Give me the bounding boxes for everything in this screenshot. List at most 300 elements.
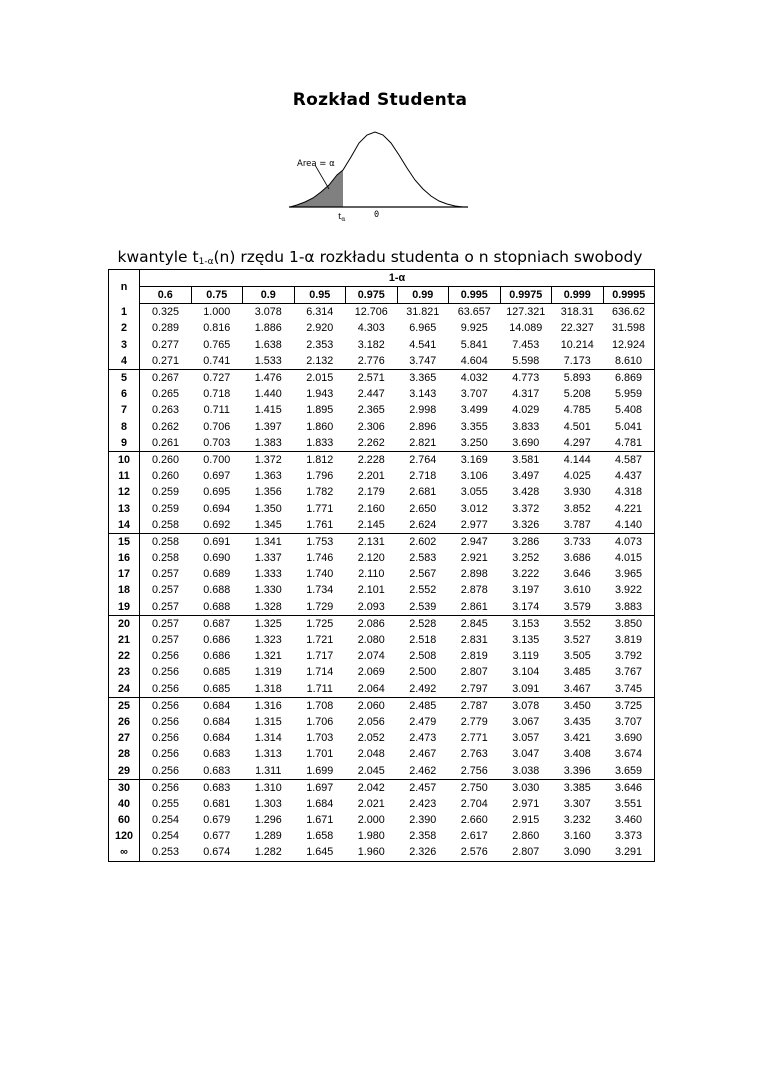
quantile-value-cell: 1.729 — [306, 600, 334, 613]
quantile-value-cell: 2.819 — [460, 650, 488, 663]
quantile-value-cell: 0.256 — [151, 748, 180, 761]
table-row — [109, 796, 655, 812]
quantile-value-cell: 3.090 — [563, 846, 591, 859]
quantile-value-cell: 4.501 — [563, 420, 591, 433]
quantile-value-cell: 0.263 — [151, 404, 180, 417]
quantile-value-cell: 3.819 — [614, 634, 643, 647]
quantile-value-cell: 3.250 — [460, 436, 488, 449]
quantile-value-cell: 3.106 — [460, 470, 488, 483]
degrees-of-freedom-cell: 3 — [109, 337, 140, 353]
quantile-value-cell: 636.62 — [611, 306, 646, 319]
table-row — [109, 762, 655, 779]
quantile-value-cell: 3.030 — [500, 779, 552, 796]
quantile-value-cell: 0.691 — [191, 533, 243, 550]
quantile-value-cell: 1.725 — [294, 615, 346, 632]
quantile-value-cell: 0.684 — [203, 732, 231, 745]
quantile-value-cell: 0.257 — [151, 634, 180, 647]
quantile-value-cell: 0.690 — [203, 552, 231, 565]
degrees-of-freedom-cell: 24 — [109, 681, 140, 698]
degrees-of-freedom-cell: 16 — [109, 550, 140, 566]
quantile-value-cell: 4.317 — [512, 388, 540, 401]
quantile-value-cell: 0.258 — [151, 518, 180, 531]
quantile-value-cell: 1.701 — [306, 748, 334, 761]
quantile-value-cell: 0.700 — [191, 451, 243, 468]
quantile-value-cell: 1.372 — [243, 451, 295, 468]
quantile-value-cell: 1.397 — [254, 420, 282, 433]
table-row — [109, 681, 655, 698]
column-header: 0.75 — [191, 287, 243, 304]
quantile-value-cell: 127.321 — [506, 306, 546, 319]
quantile-value-cell: 3.551 — [614, 797, 643, 810]
degrees-of-freedom-cell: 21 — [109, 632, 140, 648]
quantile-value-cell: 1.328 — [254, 600, 282, 613]
quantile-value-cell: 3.690 — [512, 436, 540, 449]
quantile-value-cell: 1.886 — [254, 322, 282, 335]
quantile-value-cell: 2.860 — [512, 830, 540, 843]
quantile-value-cell: 0.684 — [191, 697, 243, 714]
quantile-value-cell: 1.000 — [203, 306, 231, 319]
quantile-value-cell: 3.460 — [614, 814, 643, 827]
quantile-value-cell: 2.353 — [306, 338, 334, 351]
degrees-of-freedom-cell: ∞ — [109, 844, 140, 861]
quantile-value-cell: 3.307 — [563, 797, 591, 810]
quantile-value-cell: 2.485 — [397, 697, 449, 714]
table-row — [109, 468, 655, 484]
quantile-value-cell: 3.104 — [512, 666, 540, 679]
quantile-value-cell: 1.440 — [254, 388, 282, 401]
degrees-of-freedom-cell: 120 — [109, 828, 140, 844]
quantile-table-wrapper — [108, 269, 655, 862]
quantile-value-cell: 4.318 — [614, 486, 643, 499]
quantile-value-cell: 2.110 — [358, 568, 385, 581]
quantile-value-cell: 8.610 — [614, 354, 643, 367]
quantile-value-cell: 4.303 — [357, 322, 385, 335]
column-header: 0.9 — [243, 287, 295, 304]
degrees-of-freedom-cell: 23 — [109, 664, 140, 680]
t-alpha-label: $t_\alpha$ — [338, 212, 346, 223]
quantile-value-cell: 0.706 — [203, 420, 231, 433]
page-title: Rozkład Studenta — [292, 90, 468, 110]
quantile-value-cell: 2.056 — [357, 715, 385, 728]
degrees-of-freedom-cell: 19 — [109, 599, 140, 616]
quantile-value-cell: 1.833 — [306, 436, 334, 449]
quantile-value-cell: 0.683 — [203, 748, 231, 761]
quantile-value-cell: 3.055 — [460, 486, 488, 499]
quantile-value-cell: 0.677 — [203, 830, 231, 843]
quantile-value-cell: 5.893 — [552, 369, 604, 386]
quantile-value-cell: 3.326 — [512, 518, 540, 531]
quantile-value-cell: 2.160 — [357, 502, 385, 515]
quantile-value-cell: 3.833 — [512, 420, 540, 433]
degrees-of-freedom-cell: 18 — [109, 582, 140, 598]
quantile-value-cell: 63.657 — [457, 306, 491, 319]
degrees-of-freedom-cell: 17 — [109, 566, 140, 582]
quantile-value-cell: 0.256 — [151, 732, 180, 745]
quantile-value-cell: 4.781 — [614, 436, 643, 449]
quantile-value-cell: 0.679 — [203, 814, 231, 827]
quantile-value-cell: 2.365 — [357, 404, 385, 417]
quantile-value-cell: 14.089 — [509, 322, 543, 335]
quantile-value-cell: 2.462 — [409, 764, 437, 777]
quantile-value-cell: 2.602 — [397, 533, 449, 550]
quantile-value-cell: 2.571 — [346, 369, 398, 386]
area-label: Area = α — [297, 159, 335, 169]
quantile-value-cell: 1.415 — [254, 404, 282, 417]
quantile-value-cell: 1.960 — [357, 846, 385, 859]
quantile-value-cell: 0.256 — [140, 697, 192, 714]
quantile-value-cell: 3.038 — [512, 764, 540, 777]
degrees-of-freedom-cell: 13 — [109, 500, 140, 516]
quantile-value-cell: 1.323 — [254, 634, 282, 647]
quantile-value-cell: 0.718 — [203, 388, 231, 401]
quantile-value-cell: 4.015 — [614, 552, 643, 565]
quantile-value-cell: 3.852 — [563, 502, 591, 515]
quantile-value-cell: 0.686 — [203, 650, 231, 663]
quantile-value-cell: 3.385 — [552, 779, 604, 796]
quantile-value-cell: 0.681 — [203, 797, 231, 810]
table-row — [109, 566, 655, 582]
quantile-value-cell: 6.314 — [306, 306, 334, 319]
quantile-value-cell: 0.257 — [151, 568, 180, 581]
quantile-value-cell: 0.262 — [151, 420, 180, 433]
quantile-value-cell: 2.000 — [357, 814, 385, 827]
quantile-value-cell: 3.169 — [449, 451, 501, 468]
quantile-value-cell: 0.261 — [151, 436, 180, 449]
quantile-value-cell: 1.310 — [243, 779, 295, 796]
quantile-value-cell: 0.689 — [203, 568, 231, 581]
quantile-value-cell: 3.733 — [552, 533, 604, 550]
quantile-value-cell: 22.327 — [560, 322, 594, 335]
quantile-value-cell: 0.256 — [151, 764, 180, 777]
quantile-value-cell: 1.699 — [306, 764, 334, 777]
quantile-value-cell: 3.930 — [563, 486, 591, 499]
quantile-value-cell: 3.355 — [460, 420, 488, 433]
quantile-value-cell: 4.587 — [603, 451, 655, 468]
quantile-value-cell: 3.767 — [614, 666, 643, 679]
quantile-value-cell: 3.850 — [603, 615, 655, 632]
quantile-value-cell: 3.787 — [563, 518, 591, 531]
quantile-value-cell: 4.297 — [563, 436, 591, 449]
quantile-value-cell: 4.785 — [563, 404, 591, 417]
table-row — [109, 419, 655, 435]
quantile-value-cell: 1.740 — [306, 568, 334, 581]
density-curve — [290, 132, 463, 207]
quantile-value-cell: 1.711 — [306, 682, 333, 695]
quantile-value-cell: 3.646 — [603, 779, 655, 796]
degrees-of-freedom-cell: 5 — [109, 369, 140, 386]
n-header: n — [109, 270, 140, 304]
quantile-value-cell: 5.841 — [460, 338, 488, 351]
quantile-value-cell: 1.771 — [306, 502, 334, 515]
quantile-value-cell: 3.047 — [512, 748, 540, 761]
quantile-value-cell: 2.467 — [409, 748, 437, 761]
table-row — [109, 435, 655, 452]
quantile-value-cell: 3.067 — [512, 715, 540, 728]
quantile-value-cell: 12.706 — [354, 306, 388, 319]
quantile-value-cell: 1.638 — [254, 338, 282, 351]
quantile-value-cell: 2.763 — [460, 748, 488, 761]
quantile-value-cell: 3.435 — [563, 715, 591, 728]
quantile-value-cell: 0.683 — [191, 779, 243, 796]
quantile-value-cell: 1.282 — [254, 846, 282, 859]
quantile-value-cell: 0.765 — [203, 338, 231, 351]
quantile-value-cell: 1.321 — [254, 650, 282, 663]
quantile-value-cell: 2.771 — [460, 732, 488, 745]
quantile-value-cell: 3.527 — [563, 634, 591, 647]
quantile-value-cell: 0.685 — [203, 682, 231, 695]
quantile-value-cell: 2.947 — [449, 533, 501, 550]
quantile-value-cell: 3.291 — [614, 846, 643, 859]
table-row — [109, 664, 655, 680]
quantile-value-cell: 2.021 — [357, 797, 385, 810]
degrees-of-freedom-cell: 30 — [109, 779, 140, 796]
quantile-value-cell: 2.528 — [397, 615, 449, 632]
quantile-value-cell: 3.135 — [512, 634, 540, 647]
quantile-value-cell: 0.703 — [203, 436, 231, 449]
quantile-value-cell: 4.144 — [552, 451, 604, 468]
quantile-value-cell: 0.816 — [203, 322, 231, 335]
quantile-value-cell: 0.254 — [151, 830, 180, 843]
quantile-value-cell: 1.706 — [306, 715, 334, 728]
quantile-value-cell: 2.132 — [306, 354, 334, 367]
quantile-value-cell: 0.254 — [151, 814, 180, 827]
quantile-value-cell: 0.257 — [151, 600, 180, 613]
quantile-value-cell: 4.541 — [409, 338, 437, 351]
quantile-value-cell: 2.776 — [357, 354, 385, 367]
quantile-value-cell: 4.221 — [614, 502, 643, 515]
quantile-value-cell: 0.711 — [203, 404, 230, 417]
quantile-value-cell: 2.898 — [460, 568, 488, 581]
column-header: 0.99 — [397, 287, 449, 304]
degrees-of-freedom-cell: 2 — [109, 320, 140, 336]
shaded-tail-area — [290, 170, 343, 207]
table-row — [109, 779, 655, 796]
quantile-value-cell: 1.812 — [294, 451, 346, 468]
quantile-value-cell: 1.708 — [294, 697, 346, 714]
quantile-value-cell: 2.704 — [460, 797, 488, 810]
quantile-value-cell: 0.255 — [151, 797, 180, 810]
quantile-value-cell: 0.685 — [203, 666, 231, 679]
quantile-value-cell: 3.552 — [552, 615, 604, 632]
quantile-value-cell: 12.924 — [611, 338, 646, 351]
quantile-value-cell: 2.539 — [409, 600, 437, 613]
quantile-value-cell: 2.845 — [449, 615, 501, 632]
quantile-value-cell: 3.372 — [512, 502, 540, 515]
quantile-value-cell: 5.959 — [614, 388, 643, 401]
column-header: 0.95 — [294, 287, 346, 304]
quantile-value-cell: 0.257 — [151, 584, 180, 597]
quantile-value-cell: 1.315 — [254, 715, 282, 728]
degrees-of-freedom-cell: 11 — [109, 468, 140, 484]
quantile-value-cell: 2.797 — [460, 682, 488, 695]
quantile-value-cell: 5.598 — [512, 354, 540, 367]
quantile-value-cell: 2.101 — [357, 584, 385, 597]
table-row — [109, 484, 655, 500]
quantile-value-cell: 0.259 — [151, 486, 180, 499]
quantile-value-cell: 4.604 — [460, 354, 488, 367]
table-row — [109, 582, 655, 598]
quantile-value-cell: 0.694 — [203, 502, 231, 515]
quantile-table — [108, 269, 655, 862]
quantile-value-cell: 3.659 — [614, 764, 643, 777]
degrees-of-freedom-cell: 27 — [109, 730, 140, 746]
degrees-of-freedom-cell: 28 — [109, 746, 140, 762]
quantile-value-cell: 2.131 — [346, 533, 398, 550]
degrees-of-freedom-cell: 7 — [109, 402, 140, 418]
quantile-value-cell: 3.505 — [563, 650, 591, 663]
quantile-value-cell: 2.920 — [306, 322, 334, 335]
column-header: 0.975 — [346, 287, 398, 304]
quantile-value-cell: 1.325 — [243, 615, 295, 632]
table-row — [109, 812, 655, 828]
quantile-value-cell: 3.174 — [512, 600, 540, 613]
table-row — [109, 353, 655, 370]
quantile-value-cell: 2.756 — [460, 764, 488, 777]
table-row — [109, 500, 655, 516]
table-row — [109, 615, 655, 632]
quantile-value-cell: 1.356 — [254, 486, 282, 499]
quantile-value-cell: 0.258 — [140, 533, 192, 550]
quantile-value-cell: 1.314 — [254, 732, 282, 745]
quantile-value-cell: 2.764 — [397, 451, 449, 468]
quantile-value-cell: 0.260 — [151, 470, 180, 483]
quantile-value-cell: 3.182 — [357, 338, 385, 351]
table-row — [109, 369, 655, 386]
quantile-value-cell: 3.646 — [563, 568, 591, 581]
column-header: 0.9975 — [500, 287, 552, 304]
quantile-value-cell: 0.267 — [140, 369, 192, 386]
quantile-value-cell: 0.256 — [151, 666, 180, 679]
quantile-value-cell: 2.052 — [357, 732, 385, 745]
quantile-value-cell: 0.253 — [151, 846, 180, 859]
quantile-value-cell: 2.915 — [512, 814, 540, 827]
quantile-value-cell: 3.497 — [512, 470, 540, 483]
quantile-value-cell: 2.576 — [460, 846, 488, 859]
quantile-value-cell: 3.160 — [563, 830, 591, 843]
quantile-value-cell: 0.688 — [203, 584, 231, 597]
table-row — [109, 533, 655, 550]
quantile-value-cell: 3.197 — [512, 584, 540, 597]
quantile-value-cell: 3.467 — [563, 682, 591, 695]
quantile-value-cell: 2.048 — [357, 748, 385, 761]
quantile-value-cell: 2.228 — [346, 451, 398, 468]
quantile-value-cell: 0.259 — [151, 502, 180, 515]
degrees-of-freedom-cell: 14 — [109, 517, 140, 534]
quantile-value-cell: 5.208 — [563, 388, 591, 401]
quantile-value-cell: 1.721 — [306, 634, 334, 647]
quantile-value-cell: 3.579 — [563, 600, 591, 613]
t-distribution-figure — [285, 125, 475, 225]
quantile-value-cell: 4.773 — [500, 369, 552, 386]
quantile-value-cell: 3.686 — [563, 552, 591, 565]
degrees-of-freedom-cell: 1 — [109, 304, 140, 321]
quantile-value-cell: 2.583 — [409, 552, 437, 565]
quantile-value-cell: 2.831 — [460, 634, 488, 647]
quantile-value-cell: 1.943 — [306, 388, 334, 401]
quantile-value-cell: 1.345 — [254, 518, 282, 531]
quantile-value-cell: 1.341 — [243, 533, 295, 550]
quantile-value-cell: 3.450 — [552, 697, 604, 714]
quantile-value-cell: 2.861 — [460, 600, 488, 613]
quantile-value-cell: 1.316 — [243, 697, 295, 714]
quantile-value-cell: 3.499 — [460, 404, 488, 417]
quantile-value-cell: 2.306 — [357, 420, 385, 433]
degrees-of-freedom-cell: 12 — [109, 484, 140, 500]
quantile-value-cell: 0.683 — [203, 764, 231, 777]
quantile-value-cell: 2.681 — [409, 486, 437, 499]
quantile-value-cell: 6.965 — [409, 322, 437, 335]
table-row — [109, 828, 655, 844]
quantile-value-cell: 2.390 — [409, 814, 437, 827]
quantile-value-cell: 3.396 — [563, 764, 591, 777]
quantile-value-cell: 1.658 — [306, 830, 334, 843]
quantile-value-cell: 2.086 — [346, 615, 398, 632]
quantile-value-cell: 3.745 — [614, 682, 643, 695]
quantile-value-cell: 2.015 — [294, 369, 346, 386]
quantile-value-cell: 3.965 — [614, 568, 643, 581]
quantile-value-cell: 0.257 — [140, 615, 192, 632]
quantile-value-cell: 1.318 — [254, 682, 282, 695]
quantile-value-cell: 1.796 — [306, 470, 334, 483]
quantile-value-cell: 3.153 — [500, 615, 552, 632]
quantile-value-cell: 2.552 — [409, 584, 437, 597]
quantile-value-cell: 2.042 — [346, 779, 398, 796]
quantile-value-cell: 3.485 — [563, 666, 591, 679]
quantile-value-cell: 3.690 — [614, 732, 643, 745]
quantile-value-cell: 2.567 — [409, 568, 437, 581]
quantile-value-cell: 2.500 — [409, 666, 437, 679]
table-row — [109, 451, 655, 468]
column-header: 0.999 — [552, 287, 604, 304]
quantile-value-cell: 2.787 — [449, 697, 501, 714]
table-row — [109, 402, 655, 418]
quantile-value-cell: 1.697 — [294, 779, 346, 796]
quantile-value-cell: 0.684 — [203, 715, 231, 728]
quantile-value-cell: 4.032 — [449, 369, 501, 386]
quantile-value-cell: 1.363 — [254, 470, 282, 483]
quantile-value-cell: 2.074 — [357, 650, 385, 663]
quantile-value-cell: 4.029 — [512, 404, 540, 417]
quantile-value-cell: 2.750 — [449, 779, 501, 796]
quantile-value-cell: 1.333 — [254, 568, 282, 581]
quantile-value-cell: 0.686 — [203, 634, 231, 647]
degrees-of-freedom-cell: 40 — [109, 796, 140, 812]
quantile-value-cell: 1.980 — [357, 830, 385, 843]
column-header: 0.995 — [449, 287, 501, 304]
quantile-value-cell: 3.252 — [512, 552, 540, 565]
degrees-of-freedom-cell: 4 — [109, 353, 140, 370]
quantile-value-cell: 0.256 — [151, 682, 180, 695]
quantile-value-cell: 2.807 — [512, 846, 540, 859]
quantile-value-cell: 2.492 — [409, 682, 437, 695]
probability-group-header: 1-α — [140, 270, 655, 287]
quantile-value-cell: 2.650 — [409, 502, 437, 515]
quantile-value-cell: 0.687 — [191, 615, 243, 632]
quantile-value-cell: 3.365 — [397, 369, 449, 386]
quantile-value-cell: 0.256 — [151, 650, 180, 663]
quantile-value-cell: 0.697 — [203, 470, 231, 483]
table-row — [109, 304, 655, 321]
quantile-value-cell: 2.447 — [357, 388, 385, 401]
quantile-value-cell: 2.145 — [357, 518, 385, 531]
quantile-value-cell: 2.518 — [409, 634, 437, 647]
quantile-value-cell: 3.725 — [603, 697, 655, 714]
quantile-value-cell: 5.408 — [614, 404, 643, 417]
quantile-value-cell: 0.258 — [151, 552, 180, 565]
quantile-value-cell: 2.457 — [397, 779, 449, 796]
quantile-value-cell: 7.453 — [512, 338, 540, 351]
quantile-value-cell: 31.821 — [406, 306, 440, 319]
